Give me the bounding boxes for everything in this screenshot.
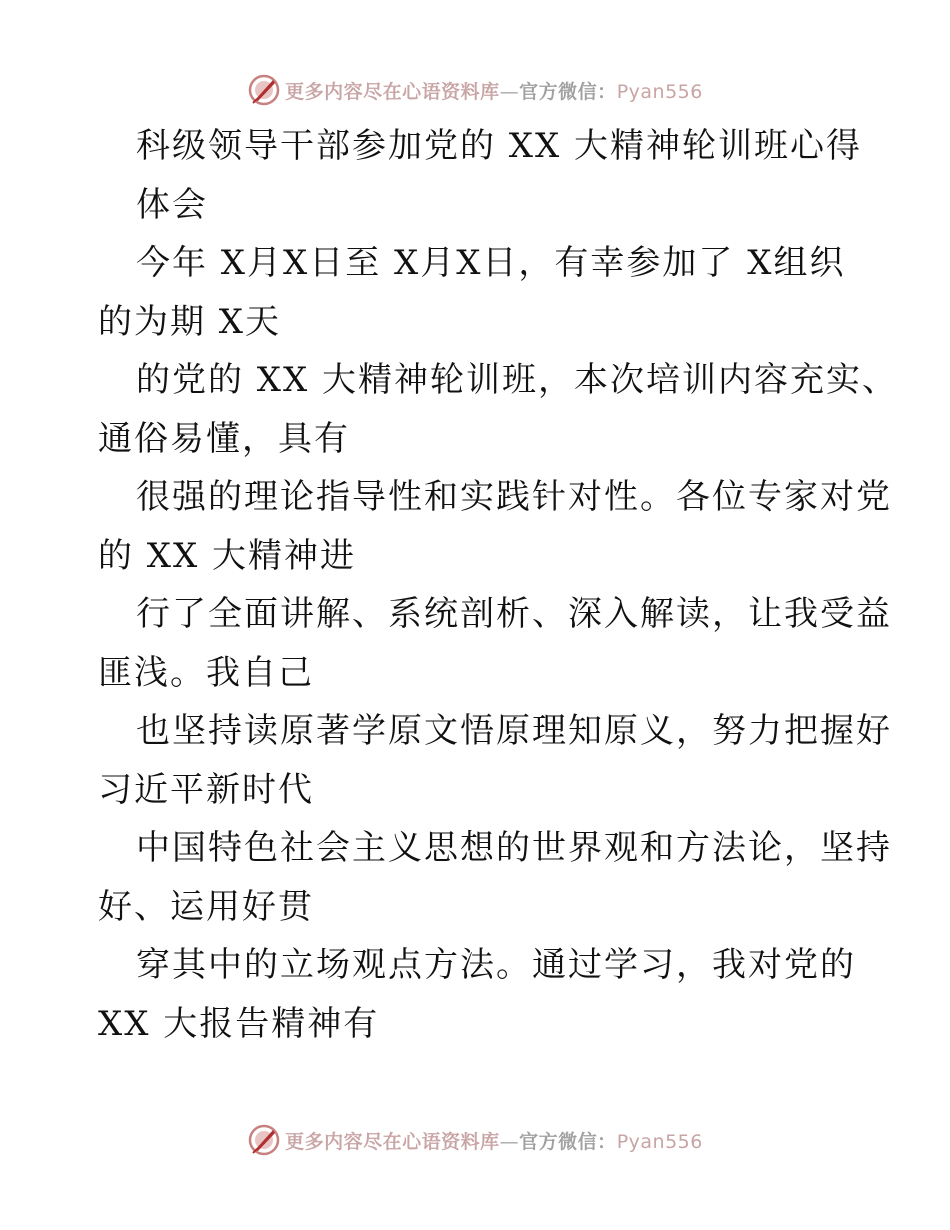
- banner-wechat-label: 官方微信：: [519, 80, 617, 103]
- banner-dash: —: [499, 80, 520, 103]
- paragraph-line: 今年 X月X日至 X月X日，有幸参加了 X组织: [136, 243, 846, 283]
- paragraph-line: 中国特色社会主义思想的世界观和方法论，坚持: [136, 828, 892, 868]
- banner-wechat-id: Pyan556: [616, 80, 703, 103]
- banner-slogan: 更多内容尽在心语资料库: [285, 1130, 500, 1153]
- paragraph-line: 很强的理论指导性和实践针对性。各位专家对党: [136, 477, 892, 517]
- paragraph-line: XX 大报告精神有: [98, 1003, 380, 1044]
- banner-wechat-id: Pyan556: [616, 1130, 703, 1153]
- document-title-line-2: 体会: [136, 184, 208, 225]
- paragraph-line: 的为期 X天: [98, 301, 282, 342]
- paragraph-line: 习近平新时代: [98, 769, 314, 810]
- paragraph-line: 通俗易懂，具有: [98, 418, 350, 459]
- header-banner: [0, 68, 950, 112]
- quill-circle-logo-icon: [247, 1123, 281, 1157]
- document-body: [98, 117, 899, 1053]
- paragraph-line: 行了全面讲解、系统剖析、深入解读，让我受益: [136, 594, 892, 634]
- footer-banner-text: [285, 1127, 703, 1154]
- paragraph-line: 好、运用好贯: [98, 886, 314, 927]
- banner-wechat-label: 官方微信：: [519, 1130, 617, 1153]
- header-banner-text: [285, 77, 703, 104]
- banner-dash: —: [499, 1130, 520, 1153]
- banner-slogan: 更多内容尽在心语资料库: [285, 80, 500, 103]
- quill-circle-logo-icon: [247, 73, 281, 107]
- paragraph-line: 的党的 XX 大精神轮训班，本次培训内容充实、: [136, 360, 899, 400]
- paragraph-line: 也坚持读原著学原文悟原理知原义，努力把握好: [136, 711, 892, 751]
- paragraph-line: 的 XX 大精神进: [98, 535, 357, 576]
- footer-banner: [0, 1118, 950, 1162]
- paragraph-line: 匪浅。我自己: [98, 652, 314, 693]
- document-title-line-1: 科级领导干部参加党的 XX 大精神轮训班心得: [136, 126, 863, 166]
- paragraph-line: 穿其中的立场观点方法。通过学习，我对党的: [136, 945, 856, 985]
